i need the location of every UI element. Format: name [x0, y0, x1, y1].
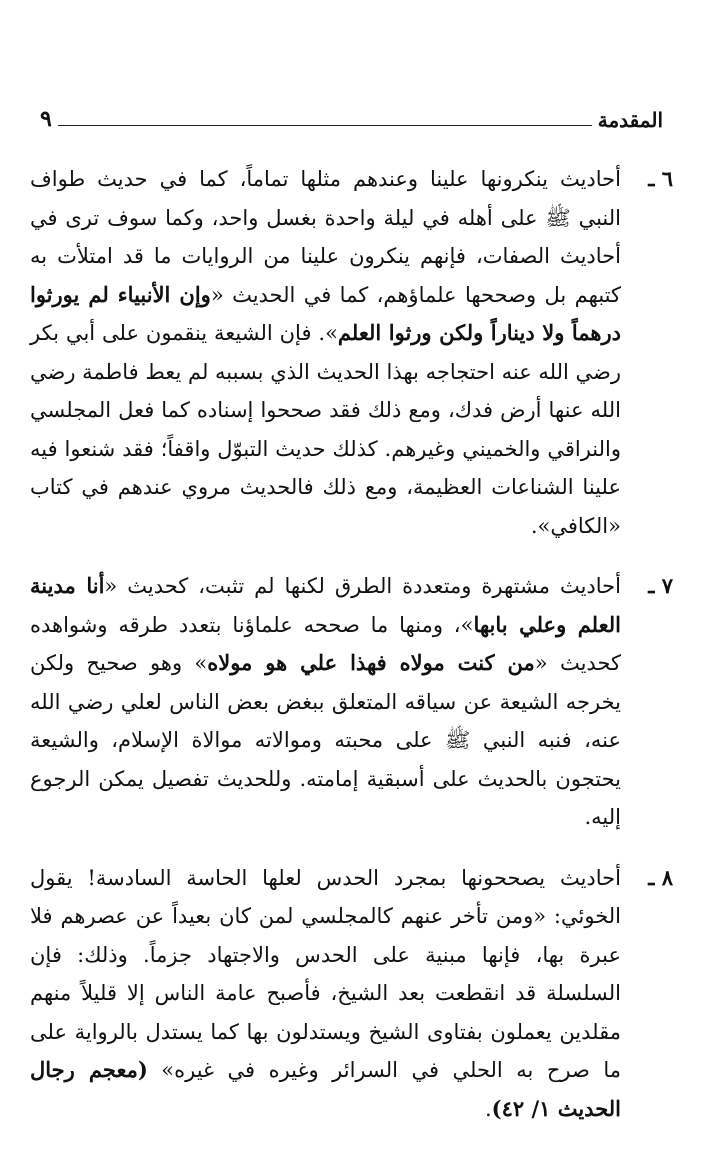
quoted-hadith-text: أنا مدينة العلم وعلي بابها [30, 573, 621, 637]
paragraph-text: »، ومنها ما صححه علماؤنا بتعدد طرقه وشواهده كحديث « [30, 612, 621, 675]
paragraph-text: أحاديث ينكرونها علينا وعندهم مثلها تماماً، كما في حديث طواف النبي ﷺ على أهله في ليلة واحدة بغسل واحد، وكما سوف ترى في أحاديث الصفات، فإنهم ينكرون علينا من الروايات ما قد امتلأت به كتبهم بل وصححها علماؤهم، كما في الحديث « [30, 167, 621, 307]
quoted-hadith-text: وإن الأنبياء لم يورثوا درهماً ولا ديناراً ولكن ورثوا العلم [30, 281, 621, 345]
header-rule [58, 125, 592, 126]
paragraph-text: أحاديث يصححونها بمجرد الحدس لعلها الحاسة السادسة! يقول الخوئي: «ومن تأخر عنهم كالمجلسي لمن كان بعيداً عن عصرهم فلا عبرة بها، فإنها مبنية على الحدس والاجتهاد جزماً. وذلك: فإن السلسلة قد انقطعت بعد الشيخ، فأصبح عامة الناس إلا قليلاً منهم مقلدين يعملون بفتاوى الشيخ ويستدلون بها كما يستدل بالرواية على ما صرح به الحلي في السرائر وغيره في غيره» [30, 865, 622, 1082]
item-number: ٧ ـ [648, 573, 673, 598]
running-title: المقدمة [597, 108, 663, 132]
list-item-6 [30, 160, 673, 545]
quoted-hadith-text: من كنت مولاه فهذا علي هو مولاه [207, 650, 535, 675]
paragraph-text: ». فإن الشيعة ينقمون على أبي بكر رضي الله عنه احتجاجه بهذا الحديث الذي بسببه لم يعط فاطمة رضي الله عنها أرض فدك، ومع ذلك فقد صححوا إسناده كما فعل المجلسي والنراقي والخميني وغيرهم. كذلك حديث التبوّل واقفاً؛ فقد شنعوا فيه علينا الشناعات العظيمة، ومع ذلك فالحديث مروي عندهم في كتاب «الكافي». [30, 321, 621, 538]
item-paragraph [30, 859, 621, 1129]
list-item-8 [30, 859, 673, 1129]
page-header [40, 96, 663, 130]
item-number: ٦ ـ [648, 166, 673, 191]
paragraph-text: أحاديث مشتهرة ومتعددة الطرق لكنها لم تثبت، كحديث « [104, 574, 621, 598]
item-paragraph [30, 160, 621, 545]
page-body [30, 160, 673, 1150]
citation-reference: (معجم رجال الحديث ١/ ٤٢) [30, 1057, 621, 1121]
item-number: ٨ ـ [648, 864, 673, 890]
item-paragraph [30, 567, 621, 837]
list-item-7 [30, 567, 673, 837]
paragraph-text: . [484, 1096, 492, 1121]
paragraph-text: » وهو صحيح ولكن يخرجه الشيعة عن سياقه المتعلق ببغض بعض الناس لعلي رضي الله عنه، فنبه النبي ﷺ على محبته وموالاته موالاة الإسلام، والشيعة يحتجون بالحديث على أسبقية إمامته. وللحديث تفصيل يمكن الرجوع إليه. [30, 651, 621, 829]
page-number: ٩ [40, 106, 52, 132]
